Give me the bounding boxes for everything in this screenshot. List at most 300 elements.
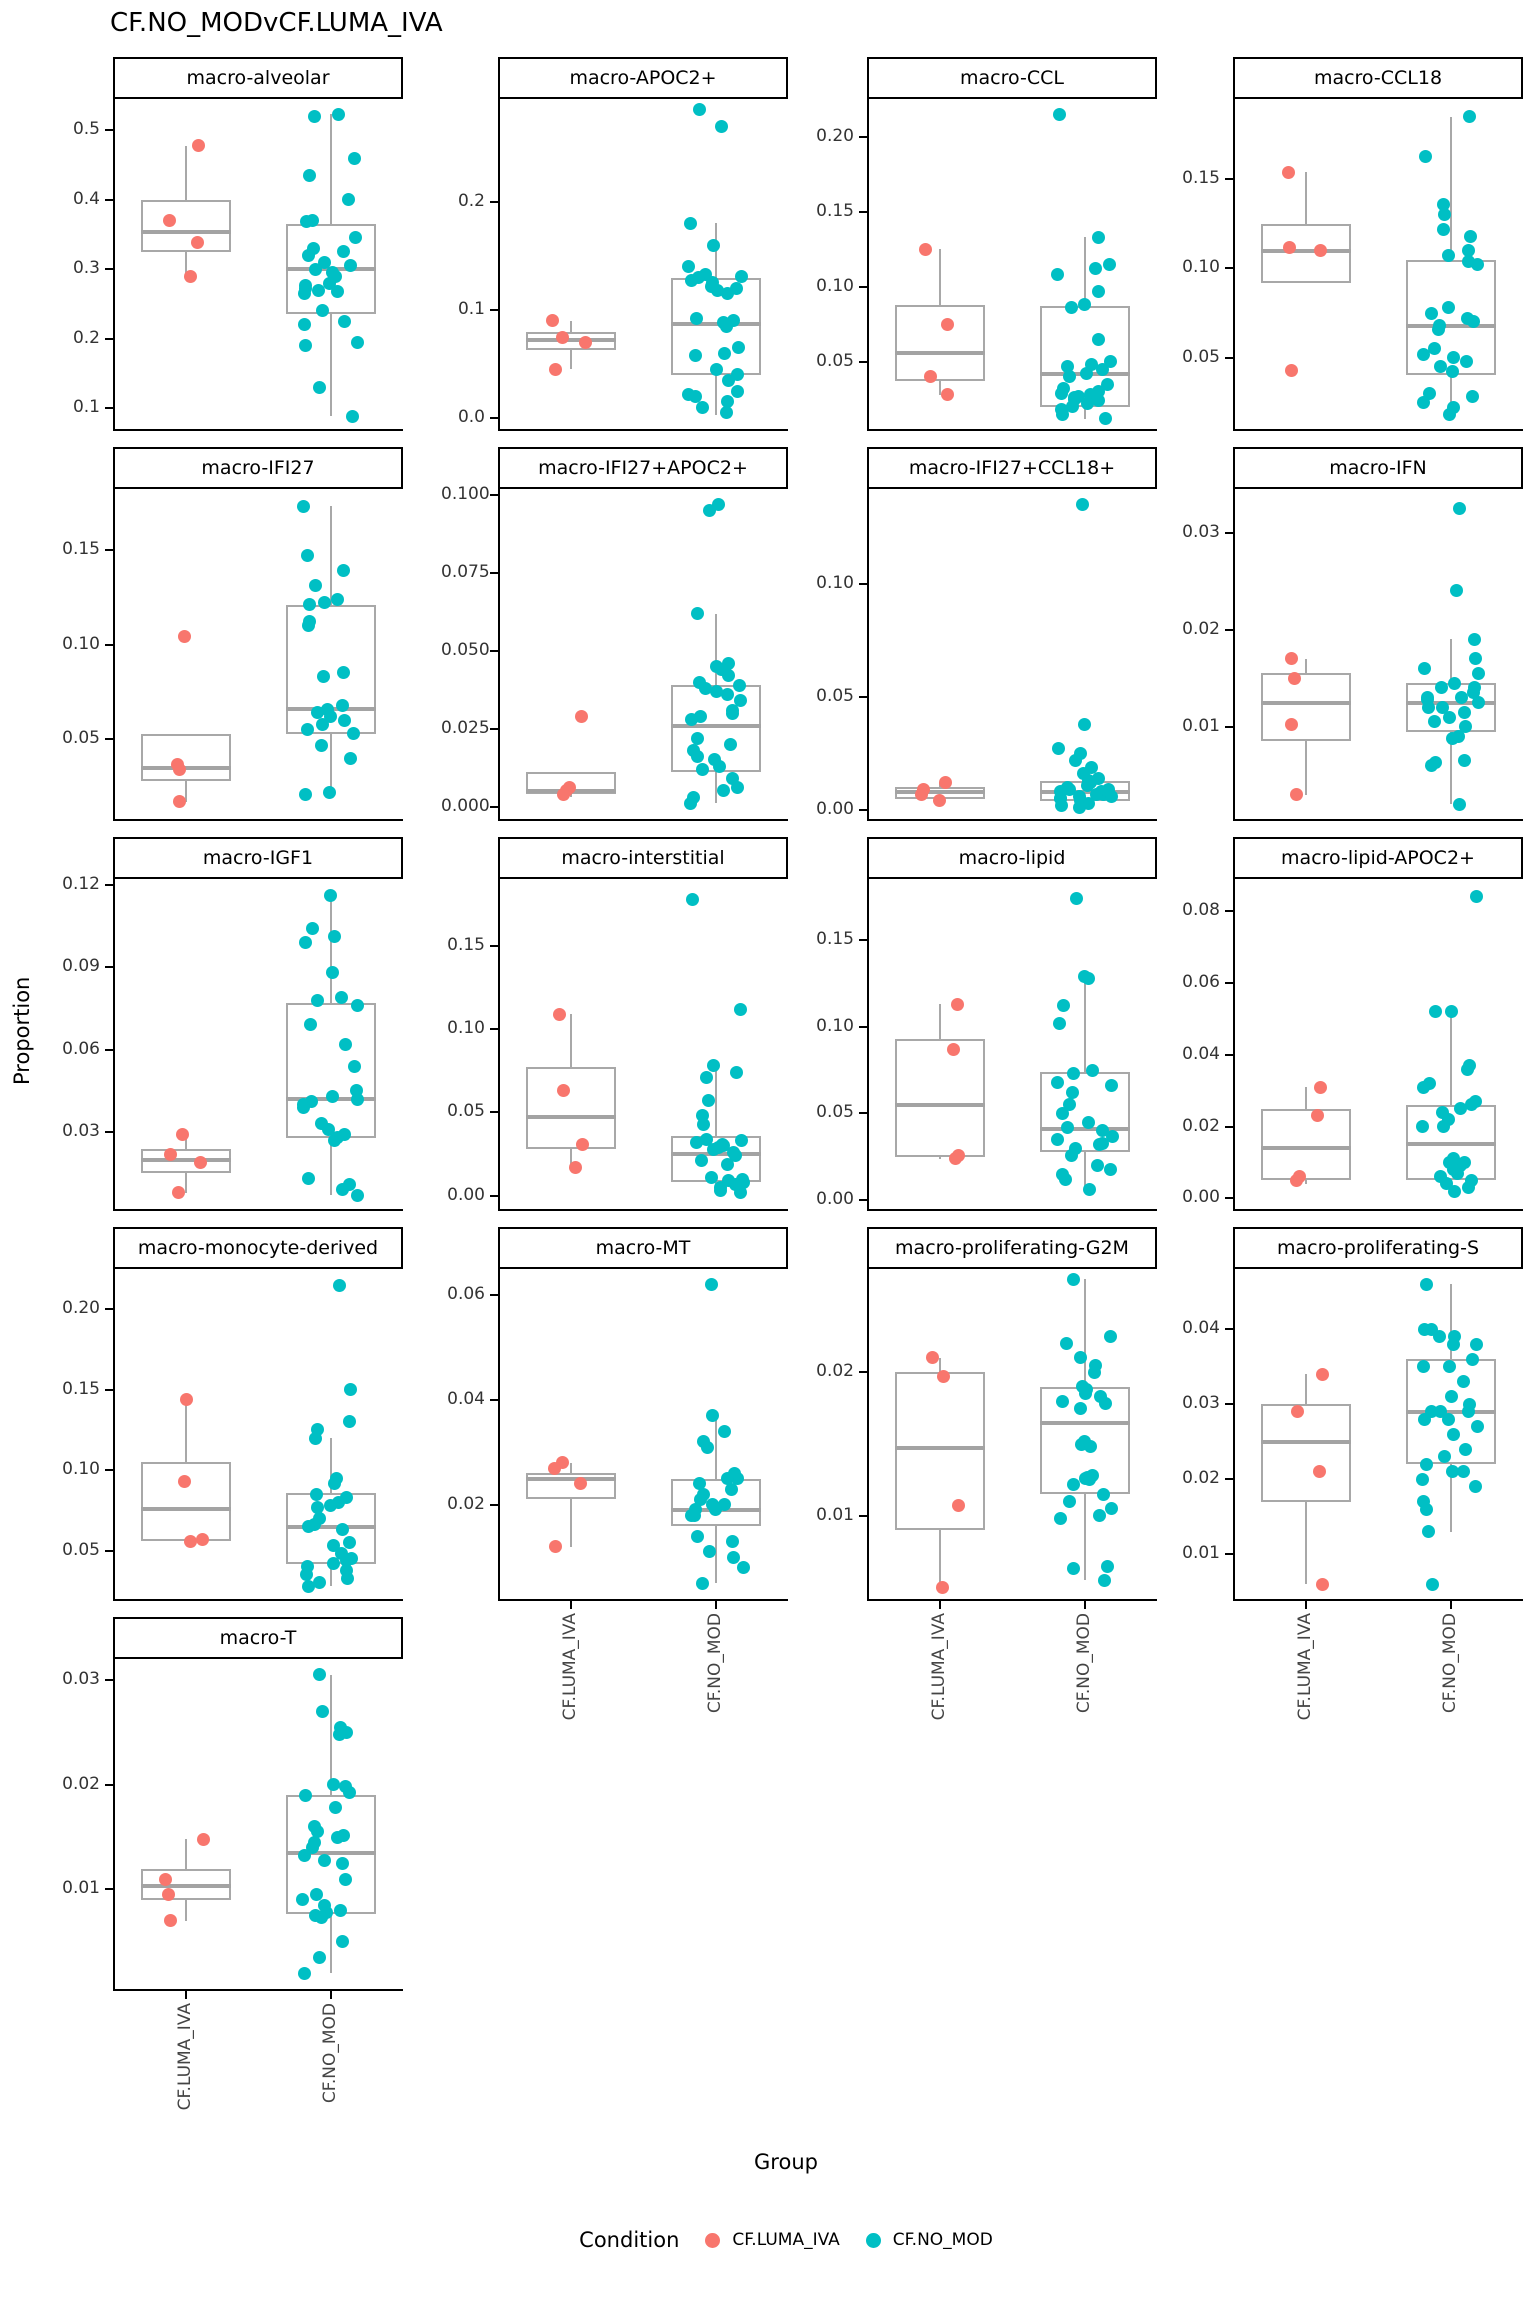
facet-strip — [1233, 1227, 1523, 1269]
facet-strip — [1233, 57, 1523, 99]
y-tick-label: 0.00 — [1182, 1187, 1220, 1208]
luma-iva-swatch-icon — [705, 2233, 720, 2248]
data-point — [691, 1530, 704, 1543]
data-point — [697, 1118, 710, 1131]
data-point — [690, 312, 703, 325]
y-tick-label: 0.05 — [62, 1539, 100, 1560]
y-tick-label: 0.10 — [816, 572, 854, 593]
median-line — [895, 1103, 985, 1107]
y-tick-mark — [105, 1049, 113, 1051]
y-tick-mark — [490, 728, 498, 730]
data-point — [1472, 696, 1485, 709]
iqr-box — [895, 305, 985, 382]
data-point — [1092, 231, 1105, 244]
legend-title: Condition — [579, 2228, 680, 2252]
x-tick-mark — [939, 1601, 941, 1609]
data-point — [556, 331, 569, 344]
data-point — [1079, 1387, 1092, 1400]
data-point — [333, 1728, 346, 1741]
y-tick-mark — [490, 945, 498, 947]
upper-whisker — [185, 146, 187, 200]
data-point — [1417, 396, 1430, 409]
data-point — [737, 1561, 750, 1574]
y-tick-label: 0.06 — [62, 1038, 100, 1059]
data-point — [1051, 1076, 1064, 1089]
data-point — [164, 1148, 177, 1161]
data-point — [184, 270, 197, 283]
data-point — [1055, 799, 1068, 812]
data-point — [1316, 1368, 1329, 1381]
y-tick-mark — [105, 1131, 113, 1133]
data-point — [164, 1914, 177, 1927]
y-tick-mark — [859, 696, 867, 698]
data-point — [724, 738, 737, 751]
data-point — [1098, 1574, 1111, 1587]
data-point — [1471, 1420, 1484, 1433]
y-tick-label: 0.3 — [72, 258, 100, 279]
y-tick-label: 0.15 — [1182, 168, 1220, 189]
median-line — [286, 1525, 376, 1529]
facet-strip — [113, 447, 403, 489]
data-point — [336, 699, 349, 712]
y-tick-label: 0.075 — [441, 562, 490, 583]
data-point — [1063, 1495, 1076, 1508]
data-point — [705, 1278, 718, 1291]
y-tick-mark — [1225, 1553, 1233, 1555]
y-tick-label: 0.02 — [1182, 1115, 1220, 1136]
data-point — [720, 406, 733, 419]
facet-strip-label: macro-IFI27+APOC2+ — [538, 457, 748, 479]
x-tick-label: CF.NO_MOD — [1073, 1613, 1094, 1714]
y-tick-mark — [859, 286, 867, 288]
data-point — [696, 763, 709, 776]
data-point — [1438, 1450, 1451, 1463]
y-tick-mark — [490, 1028, 498, 1030]
y-tick-mark — [1225, 1328, 1233, 1330]
lower-whisker — [185, 1900, 187, 1921]
y-tick-label: 0.15 — [816, 928, 854, 949]
data-point — [341, 1572, 354, 1585]
y-tick-label: 0.4 — [72, 188, 100, 209]
facet-strip — [498, 1227, 788, 1269]
data-point — [1420, 1458, 1433, 1471]
data-point — [1063, 370, 1076, 383]
data-point — [1453, 798, 1466, 811]
upper-whisker — [185, 1839, 187, 1868]
data-point — [308, 110, 321, 123]
data-point — [1104, 1330, 1117, 1343]
x-tick-label: CF.LUMA_IVA — [1294, 1613, 1315, 1721]
y-tick-mark — [105, 407, 113, 409]
data-point — [184, 1535, 197, 1548]
facet-strip — [867, 837, 1157, 879]
y-tick-label: 0.2 — [457, 190, 485, 211]
median-line — [141, 1507, 231, 1511]
data-point — [313, 1951, 326, 1964]
data-point — [915, 788, 928, 801]
y-tick-label: 0.01 — [816, 1504, 854, 1525]
upper-whisker — [1084, 976, 1086, 1072]
median-line — [1406, 1142, 1496, 1146]
iqr-box — [1261, 673, 1351, 741]
y-tick-label: 0.10 — [62, 1459, 100, 1480]
data-point — [549, 1540, 562, 1553]
no-mod-swatch-icon — [866, 2233, 881, 2248]
y-tick-label: 0.00 — [816, 798, 854, 819]
data-point — [1466, 1353, 1479, 1366]
upper-whisker — [1450, 117, 1452, 260]
y-tick-label: 0.04 — [1182, 1318, 1220, 1338]
y-tick-label: 0.0 — [457, 407, 485, 428]
data-point — [720, 320, 733, 333]
data-point — [313, 381, 326, 394]
data-point — [951, 998, 964, 1011]
y-tick-mark — [105, 1308, 113, 1310]
data-point — [1472, 667, 1485, 680]
median-line — [895, 1446, 985, 1450]
data-point — [725, 1483, 738, 1496]
y-tick-mark — [859, 211, 867, 213]
y-tick-label: 0.03 — [1182, 1393, 1220, 1413]
y-tick-label: 0.5 — [72, 119, 100, 140]
data-point — [722, 669, 735, 682]
data-point — [721, 688, 734, 701]
y-tick-label: 0.100 — [441, 484, 490, 505]
median-line — [526, 338, 616, 342]
median-line — [526, 1115, 616, 1119]
data-point — [333, 1279, 346, 1292]
y-tick-label: 0.01 — [62, 1878, 100, 1899]
data-point — [297, 500, 310, 513]
data-point — [1082, 972, 1095, 985]
facet-strip-label: macro-IFI27 — [201, 457, 315, 479]
y-tick-label: 0.2 — [72, 327, 100, 348]
y-tick-mark — [1225, 629, 1233, 631]
data-point — [298, 1967, 311, 1980]
data-point — [302, 1580, 315, 1593]
upper-whisker — [570, 321, 572, 332]
facet-strip-label: macro-APOC2+ — [569, 67, 717, 89]
iqr-box — [895, 1039, 985, 1157]
facet-strip-label: macro-proliferating-G2M — [895, 1237, 1129, 1259]
x-tick-label: CF.NO_MOD — [319, 2003, 340, 2104]
data-point — [315, 739, 328, 752]
data-point — [1097, 1488, 1110, 1501]
facet-strip-label: macro-interstitial — [561, 847, 725, 869]
data-point — [576, 1138, 589, 1151]
upper-whisker — [1084, 1279, 1086, 1387]
data-point — [1091, 1159, 1104, 1172]
x-tick-label: CF.NO_MOD — [1439, 1613, 1460, 1714]
iqr-box — [141, 1462, 231, 1541]
y-tick-label: 0.05 — [816, 685, 854, 706]
facet-macro-proliferating-S — [1176, 1227, 1523, 1787]
y-tick-mark — [1225, 1054, 1233, 1056]
data-point — [1437, 223, 1450, 236]
data-point — [1291, 1405, 1304, 1418]
data-point — [1059, 1173, 1072, 1186]
y-tick-label: 0.00 — [447, 1184, 485, 1205]
data-point — [351, 336, 364, 349]
data-point — [344, 259, 357, 272]
data-point — [1445, 1005, 1458, 1018]
facet-panel — [498, 1269, 788, 1601]
data-point — [734, 1186, 747, 1199]
data-point — [192, 139, 205, 152]
data-point — [1053, 1017, 1066, 1030]
data-point — [1088, 1366, 1101, 1379]
y-tick-mark — [490, 1111, 498, 1113]
iqr-box — [141, 200, 231, 252]
y-tick-mark — [859, 1026, 867, 1028]
x-tick-mark — [185, 1991, 187, 1999]
median-line — [1261, 249, 1351, 253]
data-point — [689, 349, 702, 362]
data-point — [351, 1093, 364, 1106]
y-tick-mark — [105, 966, 113, 968]
x-tick-label: CF.LUMA_IVA — [928, 1613, 949, 1721]
data-point — [1067, 1273, 1080, 1286]
upper-whisker — [570, 1463, 572, 1473]
y-tick-mark — [859, 1199, 867, 1201]
facet-panel — [867, 489, 1157, 821]
y-tick-mark — [1225, 1197, 1233, 1199]
median-line — [1261, 701, 1351, 705]
y-tick-label: 0.1 — [72, 397, 100, 418]
data-point — [197, 1833, 210, 1846]
data-point — [299, 936, 312, 949]
data-point — [318, 1854, 331, 1867]
data-point — [339, 1873, 352, 1886]
median-line — [671, 322, 761, 326]
data-point — [351, 999, 364, 1012]
y-tick-label: 0.02 — [1182, 618, 1220, 639]
data-point — [327, 1778, 340, 1791]
y-tick-mark — [105, 549, 113, 551]
data-point — [302, 249, 315, 262]
y-tick-mark — [105, 738, 113, 740]
data-point — [707, 1143, 720, 1156]
y-tick-label: 0.15 — [447, 934, 485, 955]
lower-whisker — [1305, 1502, 1307, 1585]
data-point — [718, 1425, 731, 1438]
lower-whisker — [185, 1173, 187, 1192]
lower-whisker — [715, 772, 717, 803]
lower-whisker — [1305, 741, 1307, 794]
lower-whisker — [570, 350, 572, 369]
data-point — [1288, 672, 1301, 685]
facet-strip — [498, 837, 788, 879]
y-tick-label: 0.04 — [1182, 1043, 1220, 1064]
median-line — [671, 724, 761, 728]
data-point — [1101, 1560, 1114, 1573]
facet-strip-label: macro-MT — [595, 1237, 691, 1259]
data-point — [1066, 1086, 1079, 1099]
data-point — [1432, 323, 1445, 336]
x-tick-mark — [715, 1601, 717, 1609]
data-point — [337, 564, 350, 577]
data-point — [947, 1043, 960, 1056]
data-point — [1083, 1473, 1096, 1486]
data-point — [180, 1393, 193, 1406]
y-tick-label: 0.03 — [62, 1121, 100, 1141]
y-tick-label: 0.15 — [62, 538, 100, 559]
lower-whisker — [939, 1530, 941, 1587]
data-point — [1416, 1473, 1429, 1486]
data-point — [1061, 1121, 1074, 1134]
data-point — [1417, 1081, 1430, 1094]
data-point — [1316, 1578, 1329, 1591]
y-tick-mark — [490, 494, 498, 496]
upper-whisker — [715, 1416, 717, 1479]
y-tick-label: 0.15 — [62, 1378, 100, 1399]
data-point — [1470, 1338, 1483, 1351]
data-point — [303, 169, 316, 182]
data-point — [1104, 1163, 1117, 1176]
data-point — [939, 776, 952, 789]
data-point — [1458, 706, 1471, 719]
data-point — [557, 788, 570, 801]
y-tick-label: 0.02 — [447, 1493, 485, 1514]
data-point — [326, 1090, 339, 1103]
upper-whisker — [1305, 659, 1307, 674]
data-point — [1433, 1330, 1446, 1343]
iqr-box — [1261, 224, 1351, 283]
data-point — [722, 374, 735, 387]
data-point — [735, 270, 748, 283]
median-line — [895, 351, 985, 355]
data-point — [1460, 355, 1473, 368]
data-point — [1283, 241, 1296, 254]
data-point — [1089, 262, 1102, 275]
y-tick-label: 0.1 — [457, 298, 485, 319]
legend-item-luma-iva — [705, 2230, 839, 2250]
facet-strip — [867, 57, 1157, 99]
facet-strip-label: macro-IGF1 — [202, 847, 314, 869]
iqr-box — [895, 1372, 985, 1530]
facet-strip-label: macro-CCL — [960, 67, 1064, 89]
data-point — [686, 893, 699, 906]
y-tick-label: 0.03 — [62, 1668, 100, 1689]
y-tick-mark — [1225, 532, 1233, 534]
data-point — [1056, 1395, 1069, 1408]
data-point — [701, 1441, 714, 1454]
y-tick-label: 0.20 — [816, 125, 854, 146]
iqr-box — [1261, 1404, 1351, 1502]
data-point — [312, 284, 325, 297]
data-point — [309, 263, 322, 276]
upper-whisker — [1305, 1374, 1307, 1404]
data-point — [688, 1509, 701, 1522]
data-point — [1067, 1067, 1080, 1080]
data-point — [331, 1831, 344, 1844]
y-tick-label: 0.05 — [62, 728, 100, 749]
y-tick-label: 0.04 — [447, 1388, 485, 1409]
legend-item-label: CF.NO_MOD — [892, 2230, 993, 2250]
data-point — [1458, 754, 1471, 767]
facet-strip — [498, 57, 788, 99]
facet-macro-T — [56, 1617, 403, 2177]
data-point — [1417, 1360, 1430, 1373]
y-tick-mark — [105, 1784, 113, 1786]
facet-panel — [498, 99, 788, 431]
data-point — [685, 713, 698, 726]
y-tick-mark — [1225, 178, 1233, 180]
y-tick-mark — [490, 806, 498, 808]
lower-whisker — [1084, 1494, 1086, 1580]
data-point — [1429, 1005, 1442, 1018]
data-point — [936, 1581, 949, 1594]
facet-strip-label: macro-T — [219, 1627, 297, 1649]
data-point — [316, 1705, 329, 1718]
facet-strip — [113, 837, 403, 879]
upper-whisker — [1305, 172, 1307, 224]
data-point — [1462, 1181, 1475, 1194]
data-point — [1447, 1428, 1460, 1441]
data-point — [339, 1038, 352, 1051]
data-point — [1418, 662, 1431, 675]
data-point — [713, 760, 726, 773]
upper-whisker — [330, 506, 332, 605]
facet-strip-label: macro-IFI27+CCL18+ — [908, 457, 1116, 479]
facet-strip — [113, 1227, 403, 1269]
upper-whisker — [939, 1004, 941, 1039]
data-point — [343, 1786, 356, 1799]
y-tick-mark — [1225, 267, 1233, 269]
x-tick-mark — [1305, 1601, 1307, 1609]
y-tick-label: 0.06 — [447, 1284, 485, 1305]
data-point — [335, 991, 348, 1004]
data-point — [710, 363, 723, 376]
y-tick-mark — [859, 1371, 867, 1373]
y-tick-mark — [105, 644, 113, 646]
y-tick-label: 0.02 — [816, 1361, 854, 1382]
y-tick-mark — [1225, 910, 1233, 912]
data-point — [1078, 298, 1091, 311]
y-tick-label: 0.10 — [62, 633, 100, 654]
y-tick-label: 0.02 — [62, 1773, 100, 1794]
x-tick-mark — [330, 1991, 332, 1999]
data-point — [733, 679, 746, 692]
data-point — [194, 1156, 207, 1169]
median-line — [141, 1158, 231, 1162]
y-tick-mark — [105, 129, 113, 131]
data-point — [297, 1101, 310, 1114]
y-tick-mark — [105, 1389, 113, 1391]
facet-strip — [867, 1227, 1157, 1269]
data-point — [1418, 1413, 1431, 1426]
x-tick-mark — [570, 1601, 572, 1609]
x-tick-mark — [1450, 1601, 1452, 1609]
facet-strip-label: macro-lipid-APOC2+ — [1281, 847, 1475, 869]
data-point — [1442, 1413, 1455, 1426]
data-point — [696, 1577, 709, 1590]
y-tick-mark — [105, 1679, 113, 1681]
data-point — [1419, 150, 1432, 163]
data-point — [548, 1462, 561, 1475]
data-point — [1443, 711, 1456, 724]
upper-whisker — [570, 1014, 572, 1067]
data-point — [1466, 390, 1479, 403]
data-point — [707, 239, 720, 252]
data-point — [1447, 351, 1460, 364]
y-tick-mark — [1225, 982, 1233, 984]
y-tick-label: 0.01 — [1182, 715, 1220, 736]
data-point — [1454, 1102, 1467, 1115]
data-point — [1425, 307, 1438, 320]
y-tick-label: 0.12 — [62, 873, 100, 894]
data-point — [1422, 701, 1435, 714]
